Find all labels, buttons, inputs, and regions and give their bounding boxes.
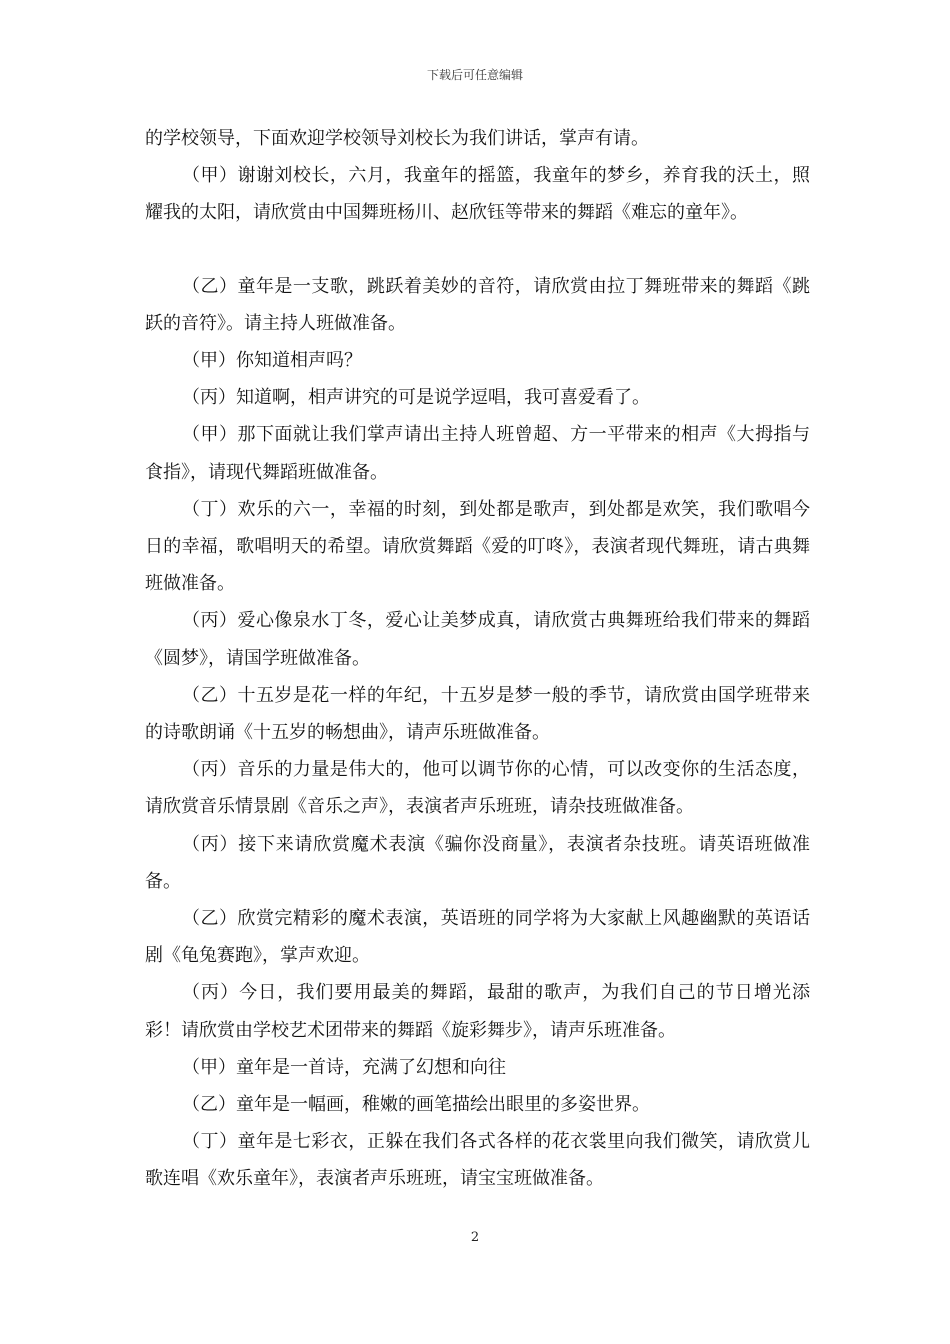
paragraph-8: （丙）爱心像泉水丁冬，爱心让美梦成真，请欣赏古典舞班给我们带来的舞蹈《圆梦》，请国学班做准备。 (145, 610, 810, 669)
paragraph-16: （丁）童年是七彩衣，正躲在我们各式各样的花衣裳里向我们微笑，请欣赏儿歌连唱《欢乐童年》，表演者声乐班班，请宝宝班做准备。 (145, 1131, 810, 1190)
paragraph-gap (145, 232, 810, 268)
document-body (145, 120, 810, 1198)
paragraph-3: （乙）童年是一支歌，跳跃着美妙的音符，请欣赏由拉丁舞班带来的舞蹈《跳跃的音符》。请主持人班做准备。 (145, 275, 810, 334)
paragraph-9: （乙）十五岁是花一样的年纪，十五岁是梦一般的季节，请欣赏由国学班带来的诗歌朗诵《十五岁的畅想曲》，请声乐班做准备。 (145, 684, 810, 744)
paragraph-15: （乙）童年是一幅画，稚嫩的画笔描绘出眼里的多姿世界。 (182, 1094, 650, 1116)
paragraph-14: （甲）童年是一首诗，充满了幻想和向往 (182, 1056, 506, 1078)
paragraph-2: （甲）谢谢刘校长，六月，我童年的摇篮，我童年的梦乡，养育我的沃土，照耀我的太阳，请欣赏由中国舞班杨川、赵欣钰等带来的舞蹈《难忘的童年》。 (145, 165, 810, 224)
paragraph-5: （丙）知道啊，相声讲究的可是说学逗唱，我可喜爱看了。 (182, 387, 650, 409)
paragraph-4: （甲）你知道相声吗？ (182, 350, 362, 372)
paragraph-7: （丁）欢乐的六一，幸福的时刻，到处都是歌声，到处都是欢笑，我们歌唱今日的幸福，歌唱明天的希望。请欣赏舞蹈《爱的叮咚》，表演者现代舞班，请古典舞班做准备。 (145, 498, 810, 595)
paragraph-13: （丙）今日，我们要用最美的舞蹈，最甜的歌声，为我们自己的节日增光添彩！请欣赏由学校艺术团带来的舞蹈《旋彩舞步》，请声乐班准备。 (145, 982, 810, 1041)
page-header: 下载后可任意编辑 (426, 68, 523, 82)
paragraph-12: （乙）欣赏完精彩的魔术表演，英语班的同学将为大家献上风趣幽默的英语话剧《龟兔赛跑》，掌声欢迎。 (145, 908, 810, 967)
paragraph-6: （甲）那下面就让我们掌声请出主持人班曾超、方一平带来的相声《大拇指与食指》，请现代舞蹈班做准备。 (145, 424, 810, 483)
paragraph-10: （丙）音乐的力量是伟大的，他可以调节你的心情，可以改变你的生活态度，请欣赏音乐情景剧《音乐之声》，表演者声乐班班，请杂技班做准备。 (145, 759, 810, 818)
paragraph-1: 的学校领导，下面欢迎学校领导刘校长为我们讲话，掌声有请。 (145, 128, 649, 149)
page-number: 2 (470, 1230, 480, 1245)
paragraph-11: （丙）接下来请欣赏魔术表演《骗你没商量》，表演者杂技班。请英语班做准备。 (145, 833, 810, 892)
